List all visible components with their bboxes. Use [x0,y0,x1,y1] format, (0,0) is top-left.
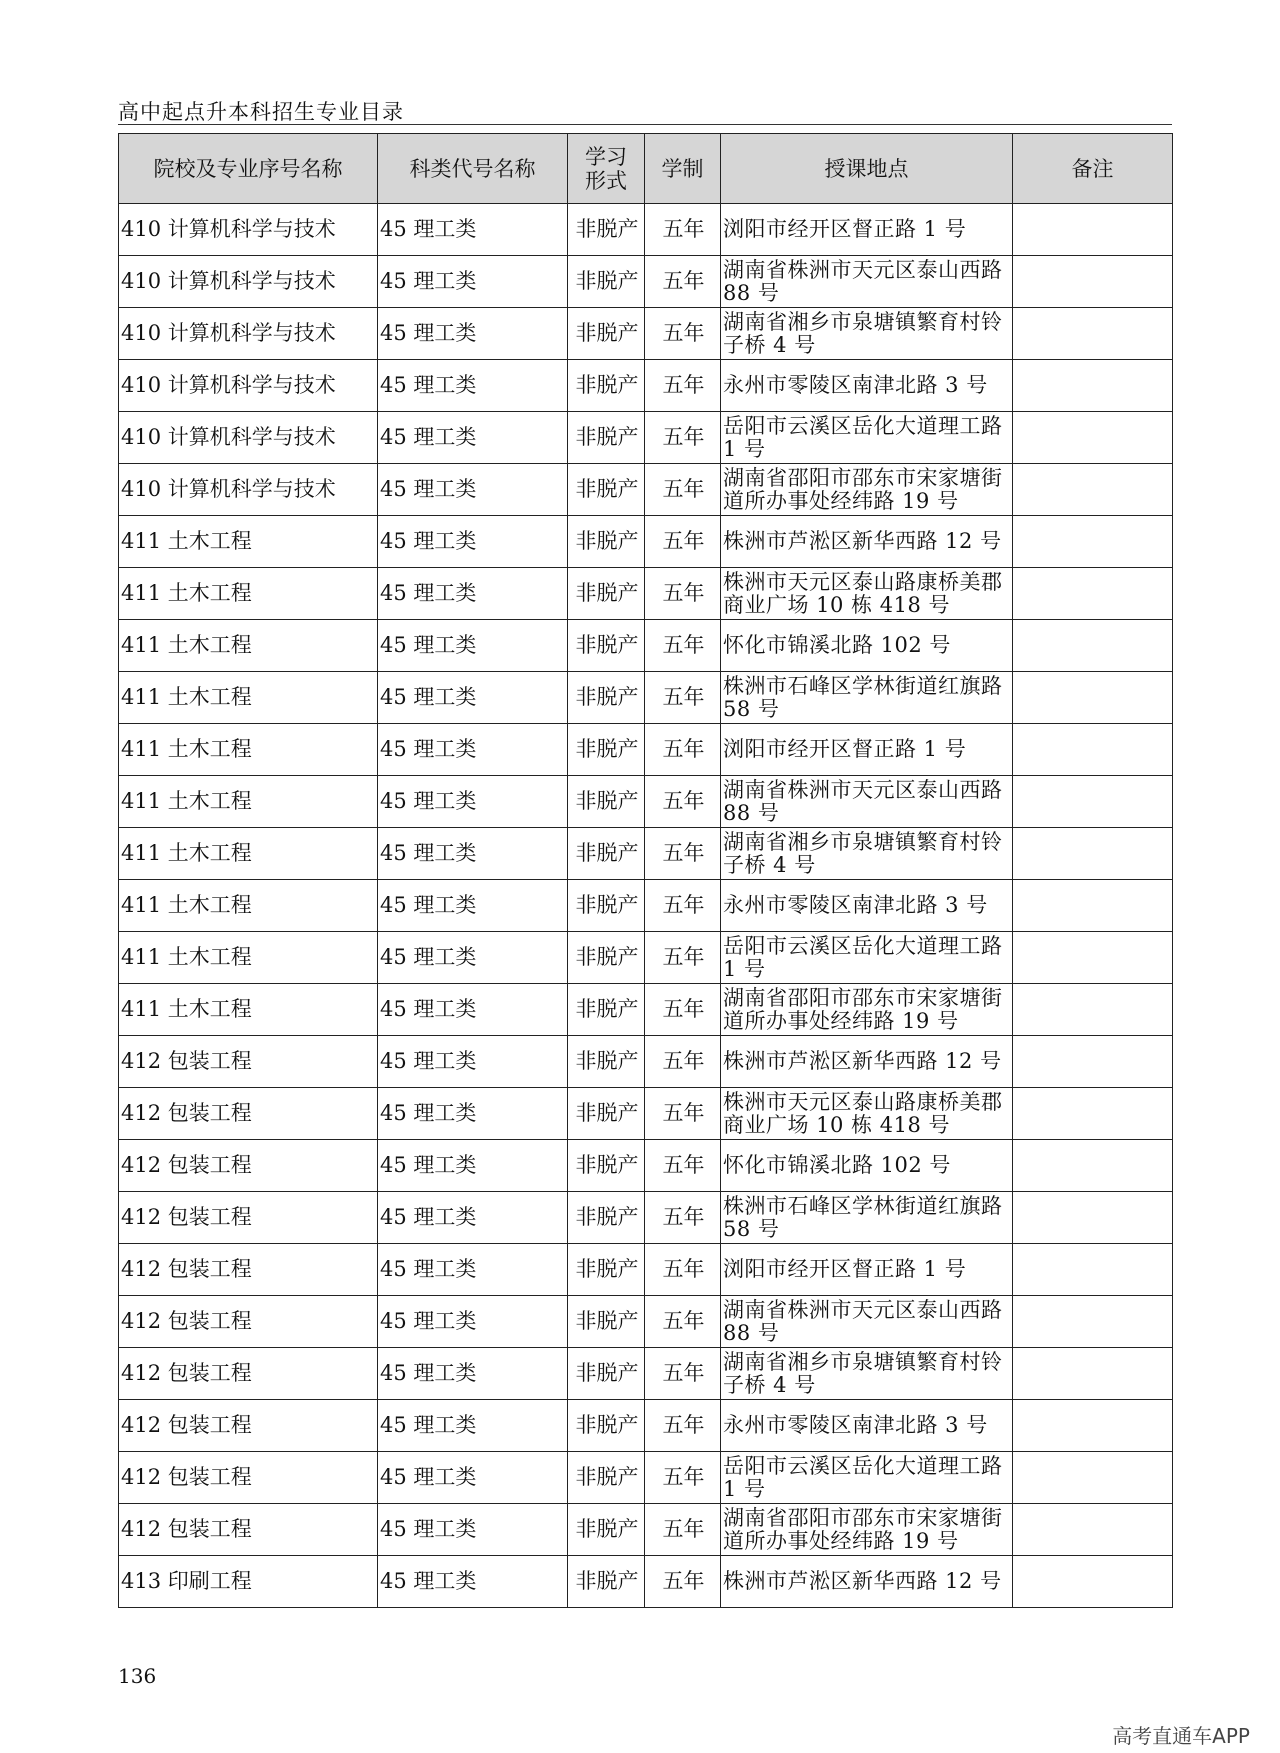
cell-remarks [1013,516,1173,568]
cell-major: 413 印刷工程 [119,1556,378,1608]
cell-major: 412 包装工程 [119,1504,378,1556]
table-row [119,1452,1173,1504]
cell-location: 株洲市天元区泰山路康桥美郡商业广场 10 栋 418 号 [721,568,1013,620]
cell-major: 412 包装工程 [119,1192,378,1244]
cell-study-form: 非脱产 [568,828,645,880]
cell-duration: 五年 [645,672,721,724]
cell-category: 45 理工类 [378,464,568,516]
cell-study-form: 非脱产 [568,1192,645,1244]
cell-duration: 五年 [645,1088,721,1140]
cell-study-form: 非脱产 [568,1556,645,1608]
cell-duration: 五年 [645,1452,721,1504]
cell-major: 412 包装工程 [119,1296,378,1348]
cell-category: 45 理工类 [378,620,568,672]
table-row [119,1036,1173,1088]
table-row [119,1348,1173,1400]
cell-category: 45 理工类 [378,1556,568,1608]
cell-duration: 五年 [645,984,721,1036]
cell-location: 湖南省邵阳市邵东市宋家塘街道所办事处经纬路 19 号 [721,984,1013,1036]
cell-location: 怀化市锦溪北路 102 号 [721,1140,1013,1192]
cell-duration: 五年 [645,204,721,256]
cell-category: 45 理工类 [378,984,568,1036]
cell-remarks [1013,1504,1173,1556]
cell-study-form: 非脱产 [568,464,645,516]
cell-location: 株洲市石峰区学林街道红旗路 58 号 [721,1192,1013,1244]
table-row [119,880,1173,932]
cell-major: 410 计算机科学与技术 [119,256,378,308]
cell-duration: 五年 [645,464,721,516]
col-header-duration: 学制 [645,134,721,204]
table-row [119,932,1173,984]
cell-category: 45 理工类 [378,880,568,932]
cell-category: 45 理工类 [378,672,568,724]
cell-remarks [1013,360,1173,412]
table-row [119,984,1173,1036]
cell-category: 45 理工类 [378,932,568,984]
cell-remarks [1013,464,1173,516]
cell-major: 410 计算机科学与技术 [119,204,378,256]
cell-location: 湖南省湘乡市泉塘镇繁育村铃子桥 4 号 [721,1348,1013,1400]
cell-location: 浏阳市经开区督正路 1 号 [721,1244,1013,1296]
cell-duration: 五年 [645,1036,721,1088]
table-row [119,1556,1173,1608]
cell-major: 412 包装工程 [119,1140,378,1192]
cell-remarks [1013,1088,1173,1140]
cell-duration: 五年 [645,516,721,568]
cell-remarks [1013,828,1173,880]
cell-location: 永州市零陵区南津北路 3 号 [721,1400,1013,1452]
cell-location: 岳阳市云溪区岳化大道理工路 1 号 [721,932,1013,984]
cell-location: 湖南省湘乡市泉塘镇繁育村铃子桥 4 号 [721,308,1013,360]
table-row [119,1088,1173,1140]
table-row [119,828,1173,880]
cell-major: 412 包装工程 [119,1452,378,1504]
cell-location: 永州市零陵区南津北路 3 号 [721,360,1013,412]
table-row [119,204,1173,256]
cell-location: 浏阳市经开区督正路 1 号 [721,204,1013,256]
cell-location: 株洲市芦淞区新华西路 12 号 [721,1036,1013,1088]
cell-remarks [1013,1400,1173,1452]
cell-location: 株洲市天元区泰山路康桥美郡商业广场 10 栋 418 号 [721,1088,1013,1140]
cell-major: 410 计算机科学与技术 [119,464,378,516]
cell-remarks [1013,204,1173,256]
cell-duration: 五年 [645,256,721,308]
cell-category: 45 理工类 [378,1452,568,1504]
cell-remarks [1013,1244,1173,1296]
cell-study-form: 非脱产 [568,1140,645,1192]
cell-major: 411 土木工程 [119,828,378,880]
cell-duration: 五年 [645,568,721,620]
cell-major: 412 包装工程 [119,1244,378,1296]
cell-remarks [1013,1036,1173,1088]
cell-category: 45 理工类 [378,204,568,256]
cell-location: 株洲市芦淞区新华西路 12 号 [721,516,1013,568]
cell-location: 湖南省邵阳市邵东市宋家塘街道所办事处经纬路 19 号 [721,1504,1013,1556]
table-row [119,464,1173,516]
cell-category: 45 理工类 [378,516,568,568]
cell-major: 412 包装工程 [119,1088,378,1140]
table-row [119,1244,1173,1296]
cell-duration: 五年 [645,724,721,776]
col-header-category: 科类代号名称 [378,134,568,204]
cell-category: 45 理工类 [378,776,568,828]
cell-study-form: 非脱产 [568,1400,645,1452]
cell-duration: 五年 [645,308,721,360]
cell-category: 45 理工类 [378,412,568,464]
cell-major: 411 土木工程 [119,516,378,568]
col-header-study-form [568,134,645,204]
cell-study-form: 非脱产 [568,256,645,308]
cell-location: 株洲市石峰区学林街道红旗路 58 号 [721,672,1013,724]
table-row [119,568,1173,620]
table-row [119,1140,1173,1192]
table-row [119,1296,1173,1348]
cell-duration: 五年 [645,1140,721,1192]
cell-study-form: 非脱产 [568,568,645,620]
cell-duration: 五年 [645,1192,721,1244]
cell-location: 湖南省株洲市天元区泰山西路 88 号 [721,1296,1013,1348]
cell-study-form: 非脱产 [568,360,645,412]
cell-major: 411 土木工程 [119,724,378,776]
cell-major: 410 计算机科学与技术 [119,412,378,464]
cell-study-form: 非脱产 [568,880,645,932]
cell-major: 411 土木工程 [119,984,378,1036]
cell-remarks [1013,1452,1173,1504]
cell-remarks [1013,880,1173,932]
table-row [119,412,1173,464]
cell-remarks [1013,256,1173,308]
cell-location: 湖南省株洲市天元区泰山西路 88 号 [721,776,1013,828]
cell-remarks [1013,672,1173,724]
cell-duration: 五年 [645,880,721,932]
table-row [119,308,1173,360]
cell-remarks [1013,1140,1173,1192]
cell-major: 412 包装工程 [119,1348,378,1400]
cell-category: 45 理工类 [378,308,568,360]
col-header-school-major: 院校及专业序号名称 [119,134,378,204]
cell-remarks [1013,1192,1173,1244]
cell-location: 岳阳市云溪区岳化大道理工路 1 号 [721,412,1013,464]
watermark-text: 高考直通车APP [1112,1724,1250,1748]
cell-duration: 五年 [645,360,721,412]
cell-major: 411 土木工程 [119,620,378,672]
cell-major: 412 包装工程 [119,1400,378,1452]
table-row [119,1192,1173,1244]
cell-duration: 五年 [645,1244,721,1296]
cell-category: 45 理工类 [378,1140,568,1192]
cell-study-form: 非脱产 [568,516,645,568]
cell-location: 湖南省湘乡市泉塘镇繁育村铃子桥 4 号 [721,828,1013,880]
cell-major: 411 土木工程 [119,880,378,932]
cell-remarks [1013,724,1173,776]
cell-major: 412 包装工程 [119,1036,378,1088]
cell-category: 45 理工类 [378,1244,568,1296]
col-header-remarks: 备注 [1013,134,1173,204]
cell-study-form: 非脱产 [568,776,645,828]
cell-remarks [1013,412,1173,464]
cell-category: 45 理工类 [378,1088,568,1140]
cell-study-form: 非脱产 [568,1244,645,1296]
major-catalog-table [118,133,1173,1608]
cell-category: 45 理工类 [378,360,568,412]
table-row [119,360,1173,412]
cell-duration: 五年 [645,932,721,984]
cell-remarks [1013,308,1173,360]
cell-category: 45 理工类 [378,1192,568,1244]
cell-study-form: 非脱产 [568,1036,645,1088]
table-row [119,256,1173,308]
col-header-study-form-line2: 形式 [585,168,627,193]
cell-study-form: 非脱产 [568,1088,645,1140]
cell-study-form: 非脱产 [568,308,645,360]
cell-remarks [1013,1296,1173,1348]
cell-duration: 五年 [645,1400,721,1452]
cell-major: 410 计算机科学与技术 [119,308,378,360]
table-row [119,672,1173,724]
col-header-location: 授课地点 [721,134,1013,204]
cell-remarks [1013,1556,1173,1608]
cell-duration: 五年 [645,1296,721,1348]
cell-category: 45 理工类 [378,1504,568,1556]
cell-remarks [1013,568,1173,620]
cell-study-form: 非脱产 [568,724,645,776]
table-row [119,1504,1173,1556]
cell-location: 岳阳市云溪区岳化大道理工路 1 号 [721,1452,1013,1504]
cell-location: 株洲市芦淞区新华西路 12 号 [721,1556,1013,1608]
cell-study-form: 非脱产 [568,1452,645,1504]
cell-duration: 五年 [645,776,721,828]
cell-remarks [1013,984,1173,1036]
cell-study-form: 非脱产 [568,1348,645,1400]
page-number: 136 [118,1664,157,1688]
cell-duration: 五年 [645,1504,721,1556]
cell-major: 411 土木工程 [119,672,378,724]
table-body [119,204,1173,1608]
cell-category: 45 理工类 [378,1400,568,1452]
cell-study-form: 非脱产 [568,620,645,672]
cell-location: 浏阳市经开区督正路 1 号 [721,724,1013,776]
cell-duration: 五年 [645,620,721,672]
cell-category: 45 理工类 [378,828,568,880]
cell-category: 45 理工类 [378,724,568,776]
table-row [119,1400,1173,1452]
cell-study-form: 非脱产 [568,932,645,984]
cell-study-form: 非脱产 [568,412,645,464]
cell-location: 湖南省株洲市天元区泰山西路 88 号 [721,256,1013,308]
cell-remarks [1013,932,1173,984]
cell-duration: 五年 [645,828,721,880]
table-row [119,724,1173,776]
cell-duration: 五年 [645,1348,721,1400]
cell-study-form: 非脱产 [568,1504,645,1556]
col-header-study-form-line1: 学习 [585,144,627,169]
table-row [119,620,1173,672]
header-divider [118,124,1172,125]
page-header-title: 高中起点升本科招生专业目录 [118,100,404,124]
cell-category: 45 理工类 [378,1296,568,1348]
cell-location: 怀化市锦溪北路 102 号 [721,620,1013,672]
cell-location: 湖南省邵阳市邵东市宋家塘街道所办事处经纬路 19 号 [721,464,1013,516]
cell-major: 411 土木工程 [119,932,378,984]
cell-major: 411 土木工程 [119,776,378,828]
cell-study-form: 非脱产 [568,204,645,256]
cell-remarks [1013,620,1173,672]
table-row [119,516,1173,568]
cell-duration: 五年 [645,1556,721,1608]
cell-study-form: 非脱产 [568,984,645,1036]
cell-location: 永州市零陵区南津北路 3 号 [721,880,1013,932]
cell-major: 411 土木工程 [119,568,378,620]
cell-remarks [1013,776,1173,828]
cell-study-form: 非脱产 [568,672,645,724]
cell-remarks [1013,1348,1173,1400]
cell-category: 45 理工类 [378,568,568,620]
cell-study-form: 非脱产 [568,1296,645,1348]
cell-category: 45 理工类 [378,1036,568,1088]
table-row [119,776,1173,828]
table-header-row [119,134,1173,204]
cell-category: 45 理工类 [378,256,568,308]
cell-category: 45 理工类 [378,1348,568,1400]
cell-major: 410 计算机科学与技术 [119,360,378,412]
cell-duration: 五年 [645,412,721,464]
